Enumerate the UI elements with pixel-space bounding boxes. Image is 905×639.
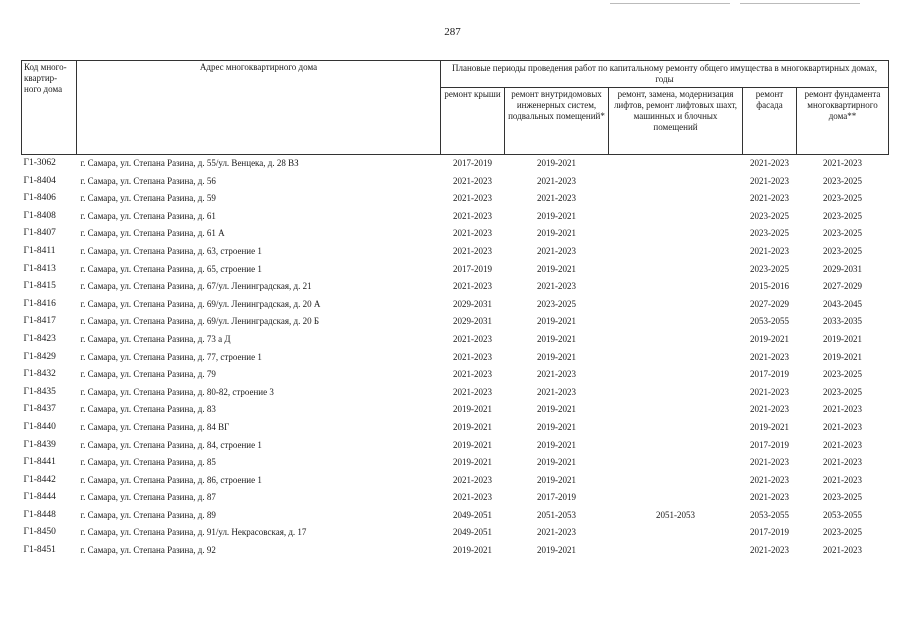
cell-systems: 2019-2021 <box>537 228 576 239</box>
cell-roof: 2019-2021 <box>453 404 492 415</box>
cell-foundation: 2023-2025 <box>823 369 862 380</box>
cell-foundation: 2021-2023 <box>823 158 862 168</box>
cell-roof: 2021-2023 <box>453 474 492 485</box>
cell-facade: 2021-2023 <box>750 404 789 415</box>
cell-code: Г1-8413 <box>23 263 56 274</box>
table-row <box>22 173 889 191</box>
cell-facade: 2021-2023 <box>750 193 789 204</box>
cell-systems: 2021-2023 <box>537 281 576 292</box>
cell-code: Г1-8429 <box>23 351 56 362</box>
cell-code: Г1-8451 <box>23 545 56 556</box>
header-systems: ремонт внутридомовых инженерных систем, подвальных помещений* <box>505 88 609 155</box>
cell-lifts <box>609 208 743 226</box>
cell-foundation: 2023-2025 <box>823 210 862 221</box>
header-code: Код много-квартир-ного дома <box>22 61 77 155</box>
cell-foundation: 2033-2035 <box>823 316 862 327</box>
cell-facade: 2019-2021 <box>750 421 789 432</box>
header-lifts: ремонт, замена, модернизация лифтов, ремонт лифтовых шахт, машинных и блочных помещений <box>609 88 743 155</box>
cell-facade: 2019-2021 <box>750 333 789 344</box>
cell-lifts <box>609 173 743 191</box>
table-row <box>22 208 889 226</box>
cell-lifts <box>609 349 743 367</box>
cell-code: Г1-8404 <box>23 175 56 186</box>
cell-address: г. Самара, ул. Степана Разина, д. 63, строение 1 <box>80 245 262 256</box>
cell-code: Г1-8423 <box>23 333 56 344</box>
cell-facade: 2023-2025 <box>750 263 789 274</box>
cell-address: г. Самара, ул. Степана Разина, д. 73 а Д <box>80 333 231 344</box>
cell-foundation: 2021-2023 <box>823 545 862 556</box>
cell-foundation: 2027-2029 <box>823 281 862 292</box>
cell-foundation: 2023-2025 <box>823 193 862 204</box>
cell-roof: 2021-2023 <box>453 386 492 397</box>
table-row <box>22 524 889 542</box>
cell-foundation: 2023-2025 <box>823 386 862 397</box>
cell-address: г. Самара, ул. Степана Разина, д. 83 <box>80 404 216 415</box>
cell-roof: 2029-2031 <box>453 316 492 327</box>
cell-systems: 2021-2023 <box>537 175 576 186</box>
cell-systems: 2017-2019 <box>537 492 576 503</box>
cell-roof: 2021-2023 <box>453 281 492 292</box>
table-row <box>22 384 889 402</box>
table-row <box>22 489 889 507</box>
cell-lifts <box>609 155 743 173</box>
cell-systems: 2019-2021 <box>537 404 576 415</box>
table-row <box>22 366 889 384</box>
header-foundation: ремонт фундамента многоквартирного дома** <box>797 88 889 155</box>
cell-code: Г1-3062 <box>23 158 56 168</box>
cell-lifts <box>609 243 743 261</box>
cell-systems: 2019-2021 <box>537 333 576 344</box>
cell-foundation: 2023-2025 <box>823 492 862 503</box>
table-row <box>22 155 889 173</box>
cell-foundation: 2021-2023 <box>823 404 862 415</box>
cell-lifts <box>609 313 743 331</box>
cell-roof: 2019-2021 <box>453 457 492 468</box>
cell-foundation: 2043-2045 <box>823 298 862 309</box>
cell-code: Г1-8407 <box>23 228 56 239</box>
cell-address: г. Самара, ул. Степана Разина, д. 87 <box>80 492 216 503</box>
cell-code: Г1-8444 <box>23 492 56 503</box>
cell-address: г. Самара, ул. Степана Разина, д. 56 <box>80 175 216 186</box>
cell-address: г. Самара, ул. Степана Разина, д. 67/ул. Ленинградская, д. 21 <box>80 281 312 292</box>
cell-facade: 2021-2023 <box>750 175 789 186</box>
cell-systems: 2019-2021 <box>537 210 576 221</box>
cell-address: г. Самара, ул. Степана Разина, д. 89 <box>80 509 216 520</box>
cell-code: Г1-8441 <box>23 457 56 468</box>
cell-systems: 2019-2021 <box>537 457 576 468</box>
cell-code: Г1-8437 <box>23 404 56 415</box>
cell-foundation: 2023-2025 <box>823 228 862 239</box>
cell-facade: 2017-2019 <box>750 527 789 538</box>
cell-systems: 2021-2023 <box>537 527 576 538</box>
cell-lifts <box>609 190 743 208</box>
cell-address: г. Самара, ул. Степана Разина, д. 84, строение 1 <box>80 439 262 450</box>
table-row <box>22 419 889 437</box>
table-row <box>22 437 889 455</box>
cell-code: Г1-8417 <box>23 316 56 327</box>
cell-systems: 2021-2023 <box>537 245 576 256</box>
cell-systems: 2021-2023 <box>537 193 576 204</box>
cell-facade: 2053-2055 <box>750 316 789 327</box>
cell-lifts <box>609 524 743 542</box>
table-row <box>22 190 889 208</box>
cell-address: г. Самара, ул. Степана Разина, д. 91/ул. Некрасовская, д. 17 <box>80 527 307 538</box>
cell-facade: 2021-2023 <box>750 158 789 168</box>
cell-roof: 2049-2051 <box>453 509 492 520</box>
cell-lifts <box>609 542 743 560</box>
cell-lifts <box>609 261 743 279</box>
table-row <box>22 454 889 472</box>
cell-lifts: 2051-2053 <box>656 509 695 520</box>
cell-roof: 2029-2031 <box>453 298 492 309</box>
cell-address: г. Самара, ул. Степана Разина, д. 65, строение 1 <box>80 263 262 274</box>
cell-lifts <box>609 278 743 296</box>
table-row <box>22 507 889 525</box>
table-body <box>22 155 889 560</box>
cell-systems: 2019-2021 <box>537 421 576 432</box>
cell-foundation: 2021-2023 <box>823 474 862 485</box>
cell-roof: 2021-2023 <box>453 333 492 344</box>
cell-roof: 2021-2023 <box>453 492 492 503</box>
cell-foundation: 2029-2031 <box>823 263 862 274</box>
table-row <box>22 542 889 560</box>
cell-facade: 2017-2019 <box>750 369 789 380</box>
table-row <box>22 331 889 349</box>
cell-foundation: 2023-2025 <box>823 245 862 256</box>
cell-code: Г1-8415 <box>23 281 56 292</box>
cell-lifts <box>609 419 743 437</box>
cell-facade: 2027-2029 <box>750 298 789 309</box>
cell-code: Г1-8450 <box>23 527 56 538</box>
cell-foundation: 2021-2023 <box>823 421 862 432</box>
cell-code: Г1-8411 <box>23 245 56 256</box>
cell-roof: 2019-2021 <box>453 545 492 556</box>
cell-roof: 2017-2019 <box>453 158 492 168</box>
cell-address: г. Самара, ул. Степана Разина, д. 61 <box>80 210 216 221</box>
cell-systems: 2019-2021 <box>537 316 576 327</box>
table-row <box>22 349 889 367</box>
cell-roof: 2021-2023 <box>453 351 492 362</box>
cell-roof: 2021-2023 <box>453 228 492 239</box>
cell-lifts <box>609 331 743 349</box>
cell-lifts <box>609 384 743 402</box>
cell-facade: 2021-2023 <box>750 245 789 256</box>
cell-facade: 2021-2023 <box>750 386 789 397</box>
cell-roof: 2021-2023 <box>453 210 492 221</box>
header-facade: ремонт фасада <box>743 88 797 155</box>
cell-systems: 2019-2021 <box>537 263 576 274</box>
cell-code: Г1-8440 <box>23 421 56 432</box>
scan-artifact-line <box>740 3 860 4</box>
cell-roof: 2019-2021 <box>453 439 492 450</box>
table-row <box>22 401 889 419</box>
cell-address: г. Самара, ул. Степана Разина, д. 92 <box>80 545 216 556</box>
cell-facade: 2017-2019 <box>750 439 789 450</box>
cell-address: г. Самара, ул. Степана Разина, д. 77, строение 1 <box>80 351 262 362</box>
cell-facade: 2021-2023 <box>750 492 789 503</box>
cell-code: Г1-8406 <box>23 193 56 204</box>
cell-address: г. Самара, ул. Степана Разина, д. 79 <box>80 369 216 380</box>
cell-facade: 2021-2023 <box>750 457 789 468</box>
cell-address: г. Самара, ул. Степана Разина, д. 80-82, строение 3 <box>80 386 274 397</box>
cell-address: г. Самара, ул. Степана Разина, д. 59 <box>80 193 216 204</box>
table-row <box>22 243 889 261</box>
cell-lifts <box>609 489 743 507</box>
cell-systems: 2019-2021 <box>537 439 576 450</box>
cell-foundation: 2023-2025 <box>823 527 862 538</box>
cell-address: г. Самара, ул. Степана Разина, д. 85 <box>80 457 216 468</box>
cell-lifts <box>609 296 743 314</box>
table-row <box>22 261 889 279</box>
cell-foundation: 2021-2023 <box>823 439 862 450</box>
header-periods: Плановые периоды проведения работ по капитальному ремонту общего имущества в многоквартирных домах, годы <box>441 61 889 88</box>
cell-lifts <box>609 366 743 384</box>
cell-systems: 2019-2021 <box>537 158 576 168</box>
page-number: 287 <box>444 26 461 38</box>
cell-code: Г1-8442 <box>23 474 56 485</box>
cell-systems: 2021-2023 <box>537 386 576 397</box>
cell-foundation: 2019-2021 <box>823 333 862 344</box>
cell-code: Г1-8448 <box>23 509 56 520</box>
table-row <box>22 472 889 490</box>
cell-systems: 2019-2021 <box>537 545 576 556</box>
cell-foundation: 2023-2025 <box>823 175 862 186</box>
cell-roof: 2021-2023 <box>453 193 492 204</box>
cell-facade: 2021-2023 <box>750 351 789 362</box>
cell-code: Г1-8416 <box>23 298 56 309</box>
cell-foundation: 2019-2021 <box>823 351 862 362</box>
scan-artifact-line <box>610 3 730 4</box>
cell-roof: 2049-2051 <box>453 527 492 538</box>
cell-facade: 2021-2023 <box>750 545 789 556</box>
cell-foundation: 2021-2023 <box>823 457 862 468</box>
cell-code: Г1-8408 <box>23 210 56 221</box>
cell-address: г. Самара, ул. Степана Разина, д. 84 ВГ <box>80 421 230 432</box>
cell-facade: 2021-2023 <box>750 474 789 485</box>
cell-address: г. Самара, ул. Степана Разина, д. 61 А <box>80 228 225 239</box>
cell-roof: 2017-2019 <box>453 263 492 274</box>
cell-address: г. Самара, ул. Степана Разина, д. 55/ул. Венцека, д. 28 ВЗ <box>80 158 299 168</box>
header-roof: ремонт крыши <box>441 88 505 155</box>
cell-roof: 2021-2023 <box>453 175 492 186</box>
cell-facade: 2015-2016 <box>750 281 789 292</box>
cell-foundation: 2053-2055 <box>823 509 862 520</box>
cell-address: г. Самара, ул. Степана Разина, д. 69/ул. Ленинградская, д. 20 А <box>80 298 321 309</box>
cell-lifts <box>609 437 743 455</box>
table-row <box>22 225 889 243</box>
cell-facade: 2023-2025 <box>750 210 789 221</box>
capital-repair-table <box>21 60 889 560</box>
cell-facade: 2023-2025 <box>750 228 789 239</box>
cell-roof: 2019-2021 <box>453 421 492 432</box>
cell-lifts <box>609 472 743 490</box>
cell-lifts <box>609 225 743 243</box>
cell-code: Г1-8439 <box>23 439 56 450</box>
cell-systems: 2051-2053 <box>537 509 576 520</box>
cell-code: Г1-8435 <box>23 386 56 397</box>
table-row <box>22 278 889 296</box>
table-row <box>22 296 889 314</box>
cell-systems: 2023-2025 <box>537 298 576 309</box>
cell-lifts <box>609 454 743 472</box>
cell-systems: 2019-2021 <box>537 474 576 485</box>
cell-address: г. Самара, ул. Степана Разина, д. 86, строение 1 <box>80 474 262 485</box>
cell-lifts <box>609 401 743 419</box>
cell-address: г. Самара, ул. Степана Разина, д. 69/ул. Ленинградская, д. 20 Б <box>80 316 320 327</box>
table-row <box>22 313 889 331</box>
cell-roof: 2021-2023 <box>453 245 492 256</box>
header-address: Адрес многоквартирного дома <box>77 61 441 155</box>
cell-roof: 2021-2023 <box>453 369 492 380</box>
cell-code: Г1-8432 <box>23 369 56 380</box>
cell-systems: 2021-2023 <box>537 369 576 380</box>
cell-systems: 2019-2021 <box>537 351 576 362</box>
cell-facade: 2053-2055 <box>750 509 789 520</box>
